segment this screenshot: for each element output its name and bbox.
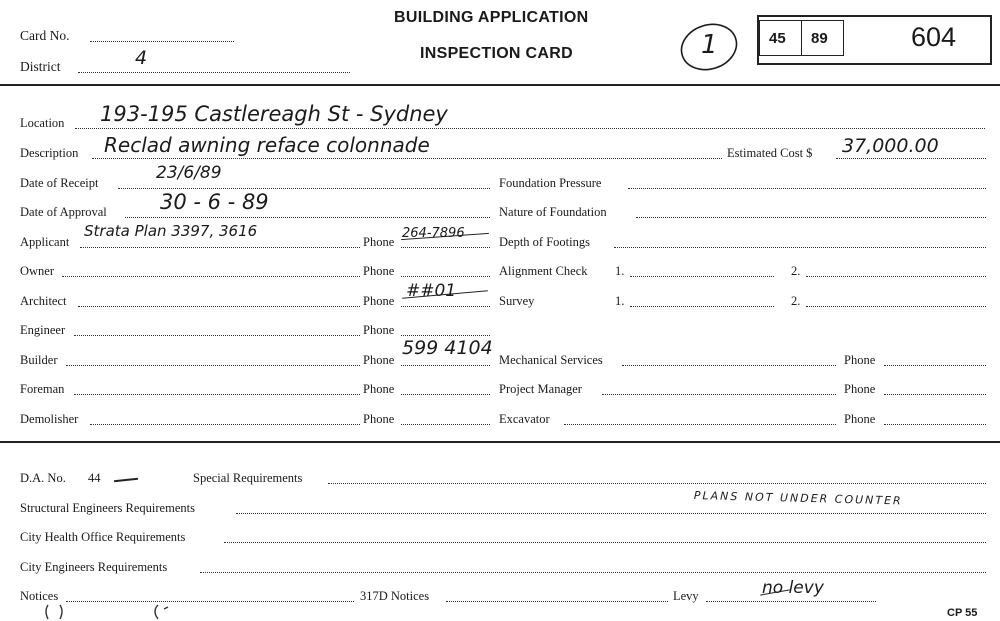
location-value: 193-195 Castlereagh St - Sydney [100, 102, 448, 126]
alignment-check-num-2: 2. [791, 264, 801, 278]
city-engineers-line [200, 572, 986, 573]
levy-line [706, 601, 876, 602]
builder-phone-label: Phone [363, 353, 395, 367]
notices-317d-line [446, 601, 668, 602]
survey-line-2 [806, 306, 986, 307]
date-of-approval-value: 30 - 6 - 89 [160, 190, 269, 214]
foreman-phone-line [401, 394, 490, 395]
header-rule [0, 84, 1000, 86]
excavator-phone-label: Phone [844, 412, 876, 426]
builder-line [66, 365, 360, 366]
owner-label: Owner [20, 264, 55, 278]
title-line-2: INSPECTION CARD [420, 45, 573, 62]
estimated-cost-value: 37,000.00 [842, 135, 939, 157]
engineer-label: Engineer [20, 323, 66, 337]
date-of-receipt-line [118, 188, 490, 189]
alignment-check-label: Alignment Check [499, 264, 588, 278]
architect-phone-line [401, 306, 490, 307]
survey-line-1 [630, 306, 774, 307]
owner-phone-line [401, 276, 490, 277]
special-requirements-line [328, 483, 986, 484]
applicant-phone-value: 264-7896 [402, 226, 465, 241]
structural-requirements-value: PLANS NOT UNDER COUNTER [693, 489, 903, 508]
mechanical-services-line [622, 365, 836, 366]
ref-number-604: 604 [911, 22, 957, 52]
date-of-receipt-value: 23/6/89 [156, 163, 222, 183]
notices-label: Notices [20, 589, 59, 603]
foreman-phone-label: Phone [363, 382, 395, 396]
project-manager-line [602, 394, 836, 395]
demolisher-phone-label: Phone [363, 412, 395, 426]
architect-phone-value: ##01 [406, 281, 457, 301]
excavator-line [564, 424, 836, 425]
levy-value: no levy [762, 578, 824, 598]
city-health-label: City Health Office Requirements [20, 530, 186, 544]
builder-phone-line [401, 365, 490, 366]
architect-line [78, 306, 360, 307]
location-line [75, 128, 985, 129]
district-label: District [20, 59, 61, 74]
da-no-dash [114, 478, 138, 482]
project-manager-phone-line [884, 394, 986, 395]
district-value: 4 [135, 47, 148, 69]
applicant-label: Applicant [20, 235, 70, 249]
circled-number-stamp [678, 20, 740, 72]
da-no-value: 44 [88, 471, 101, 485]
date-of-receipt-label: Date of Receipt [20, 176, 99, 190]
foreman-label: Foreman [20, 382, 65, 396]
applicant-line [80, 247, 360, 248]
levy-label: Levy [673, 589, 699, 603]
description-label: Description [20, 146, 79, 160]
mechanical-services-label: Mechanical Services [499, 353, 603, 367]
engineer-phone-label: Phone [363, 323, 395, 337]
survey-num-2: 2. [791, 294, 801, 308]
builder-label: Builder [20, 353, 58, 367]
alignment-check-num-1: 1. [615, 264, 625, 278]
ref-code-89: 89 [811, 30, 828, 47]
estimated-cost-label: Estimated Cost $ [727, 146, 813, 160]
special-requirements-label: Special Requirements [193, 471, 303, 485]
estimated-cost-line [836, 158, 986, 159]
title-line-1: BUILDING APPLICATION [394, 9, 589, 26]
nature-of-foundation-label: Nature of Foundation [499, 205, 607, 219]
card-no-label: Card No. [20, 28, 70, 43]
depth-of-footings-line [614, 247, 986, 248]
middle-rule [0, 441, 1000, 443]
reference-box-divider [801, 20, 802, 56]
structural-requirements-label: Structural Engineers Requirements [20, 501, 195, 515]
da-no-label: D.A. No. [20, 471, 66, 485]
demolisher-label: Demolisher [20, 412, 79, 426]
notices-317d-label: 317D Notices [360, 589, 430, 603]
foundation-pressure-label: Foundation Pressure [499, 176, 602, 190]
mechanical-services-phone-line [884, 365, 986, 366]
circled-number-value: 1 [701, 30, 718, 60]
nature-of-foundation-line [636, 217, 986, 218]
district-line [78, 72, 350, 73]
mechanical-services-phone-label: Phone [844, 353, 876, 367]
applicant-phone-line [401, 247, 490, 248]
demolisher-phone-line [401, 424, 490, 425]
owner-phone-label: Phone [363, 264, 395, 278]
description-line [92, 158, 722, 159]
excavator-label: Excavator [499, 412, 550, 426]
date-of-approval-label: Date of Approval [20, 205, 107, 219]
survey-label: Survey [499, 294, 535, 308]
depth-of-footings-label: Depth of Footings [499, 235, 590, 249]
foreman-line [74, 394, 360, 395]
builder-phone-value: 599 4104 [402, 337, 493, 359]
project-manager-phone-label: Phone [844, 382, 876, 396]
applicant-phone-label: Phone [363, 235, 395, 249]
foundation-pressure-line [628, 188, 986, 189]
applicant-value: Strata Plan 3397, 3616 [84, 222, 258, 240]
architect-label: Architect [20, 294, 67, 308]
date-of-approval-line [125, 217, 490, 218]
structural-requirements-line [236, 513, 986, 514]
description-value: Reclad awning reface colonnade [104, 133, 430, 157]
architect-phone-label: Phone [363, 294, 395, 308]
demolisher-line [90, 424, 360, 425]
location-label: Location [20, 116, 65, 130]
pencil-marks-icon [40, 601, 200, 621]
excavator-phone-line [884, 424, 986, 425]
project-manager-label: Project Manager [499, 382, 582, 396]
card-no-line [90, 41, 234, 42]
survey-num-1: 1. [615, 294, 625, 308]
alignment-check-line-2 [806, 276, 986, 277]
alignment-check-line-1 [630, 276, 774, 277]
engineer-line [74, 335, 360, 336]
form-code: CP 55 [947, 607, 978, 619]
ref-code-45: 45 [769, 30, 786, 47]
engineer-phone-line [401, 335, 490, 336]
owner-line [62, 276, 360, 277]
city-engineers-label: City Engineers Requirements [20, 560, 168, 574]
city-health-line [224, 542, 986, 543]
